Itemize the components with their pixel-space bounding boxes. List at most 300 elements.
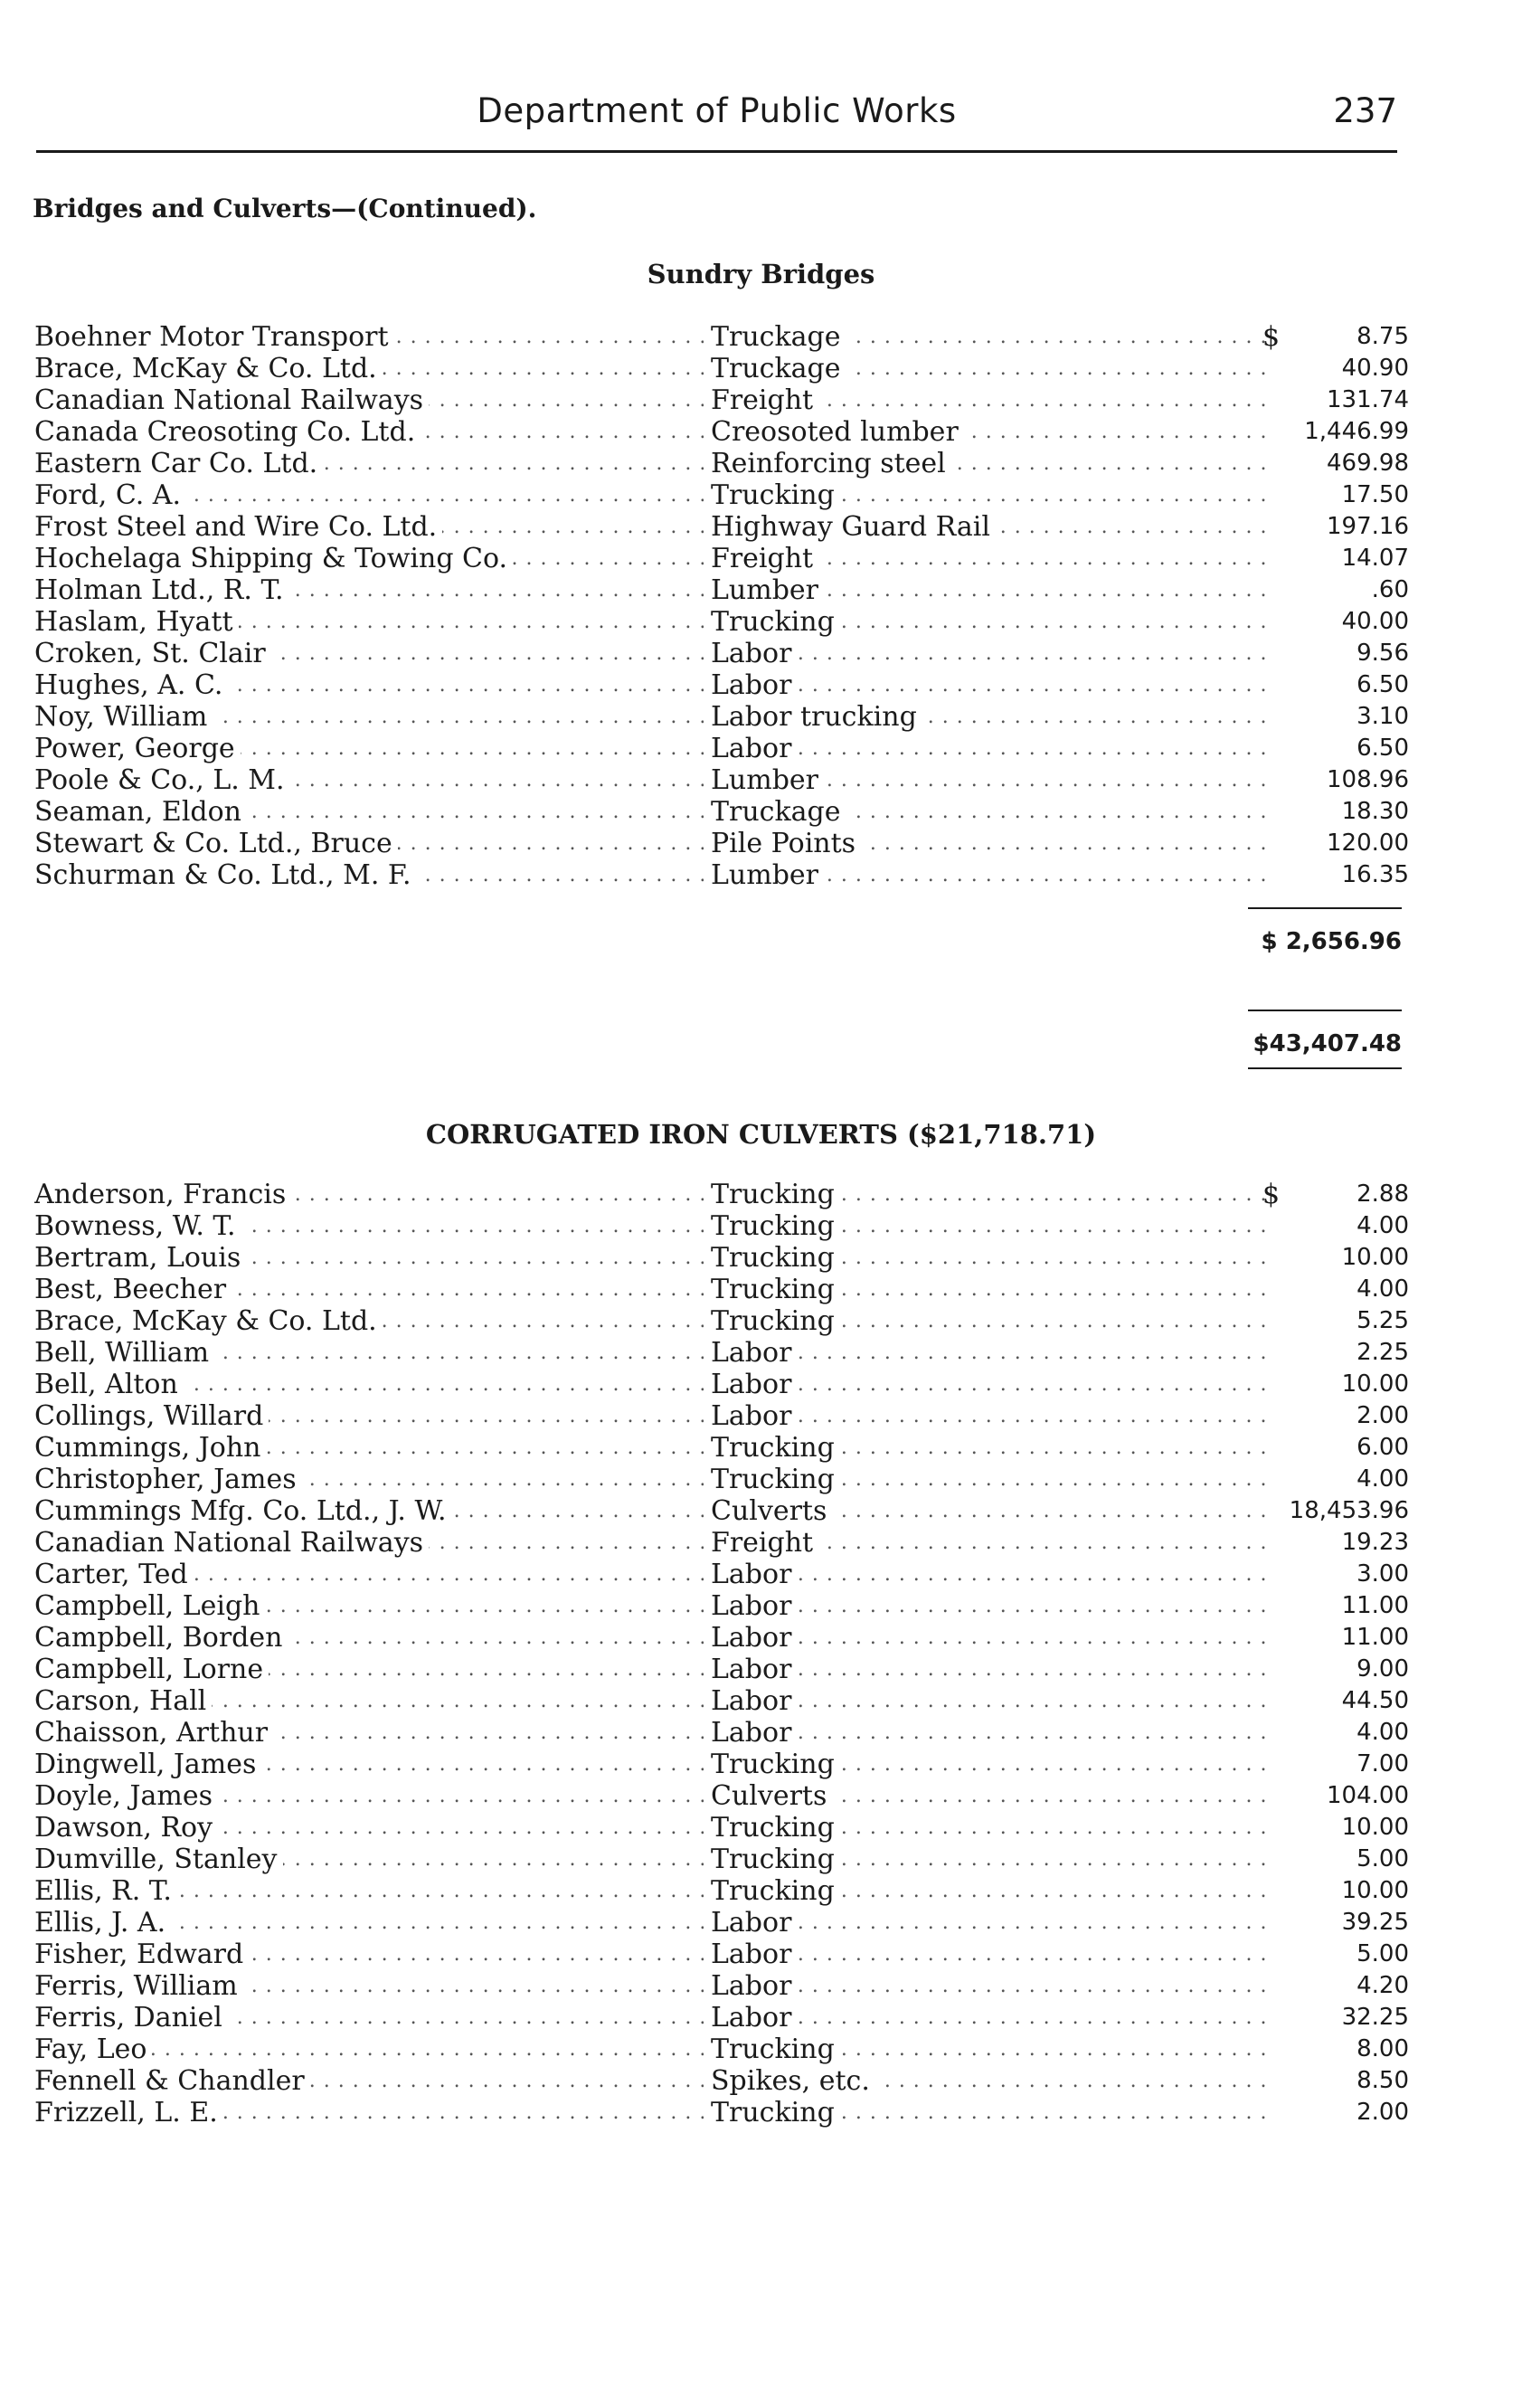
payee-name-text: Poole & Co., L. M. [34,764,290,796]
payee-name [34,384,704,416]
payee-name-text: Cummings Mfg. Co. Ltd., J. W. [34,1495,452,1527]
expense-item [711,764,1271,796]
amount: 19.23 [1341,1529,1409,1556]
expense-item-text: Labor trucking [711,701,922,733]
payee-name-text: Ferris, William [34,1970,243,2002]
amount: .60 [1371,576,1409,603]
payee-name [34,1495,704,1527]
payee-name-text: Holman Ltd., R. T. [34,574,289,606]
payee-name [34,1717,704,1749]
payee-name [34,1274,704,1305]
payee-name [34,1844,704,1875]
ledger-row [34,733,1409,764]
payee-name [34,448,704,479]
ledger-row [34,1432,1409,1464]
payee-name [34,1337,704,1369]
expense-item [711,416,1271,448]
expense-item-text: Labor [711,1590,797,1622]
expense-item-text: Trucking [711,1274,840,1305]
amount: 2.00 [1357,2099,1409,2126]
amount: 104.00 [1327,1782,1409,1809]
ledger-row [34,1812,1409,1844]
amount: 18.30 [1341,798,1409,825]
payee-name-text: Croken, St. Clair [34,638,271,669]
expense-item-text: Labor [711,1654,797,1685]
payee-name [34,1749,704,1780]
payee-name [34,1400,704,1432]
ledger-row [34,1495,1409,1527]
amount: 8.50 [1357,2067,1409,2094]
payee-name [34,511,704,543]
payee-name-text: Fay, Leo [34,2034,152,2065]
ledger-row [34,479,1409,511]
ledger-row [34,859,1409,891]
payee-name-text: Haslam, Hyatt [34,606,239,638]
expense-item-text: Truckage [711,353,846,384]
expense-item [711,1622,1271,1654]
payee-name-text: Stewart & Co. Ltd., Bruce [34,828,398,859]
expense-item [711,1685,1271,1717]
amount: 4.00 [1357,1275,1409,1303]
amount: 44.50 [1341,1687,1409,1714]
expense-item [711,669,1271,701]
ledger-row [34,2065,1409,2097]
amount: 5.25 [1357,1307,1409,1334]
expense-item [711,1464,1271,1495]
ledger-row [34,1622,1409,1654]
expense-item [711,638,1271,669]
expense-item-text: Trucking [711,1305,840,1337]
expense-item [711,1939,1271,1970]
payee-name [34,1875,704,1907]
expense-item [711,2065,1271,2097]
expense-item [711,1875,1271,1907]
ledger-row [34,384,1409,416]
payee-name [34,1590,704,1622]
amount: 10.00 [1341,1877,1409,1904]
payee-name [34,2097,704,2128]
expense-item [711,859,1271,891]
expense-item-text: Labor [711,1717,797,1749]
amount: 4.20 [1357,1972,1409,1999]
payee-name-text: Fisher, Edward [34,1939,249,1970]
amount: 3.00 [1357,1560,1409,1588]
payee-name-text: Dumville, Stanley [34,1844,283,1875]
expense-item-text: Labor [711,1907,797,1939]
expense-item-text: Labor [711,1400,797,1432]
expense-item [711,2097,1271,2128]
amount: 10.00 [1341,1814,1409,1841]
payee-name-text: Bell, Alton [34,1369,184,1400]
expense-item-text: Freight [711,543,818,574]
expense-item-text: Labor [711,1970,797,2002]
expense-item-text: Lumber [711,764,824,796]
expense-item-text: Truckage [711,321,846,353]
expense-item [711,574,1271,606]
expense-item [711,321,1271,353]
expense-item [711,479,1271,511]
ledger-row [34,1559,1409,1590]
expense-item [711,384,1271,416]
expense-item [711,1590,1271,1622]
amount: 9.00 [1357,1655,1409,1683]
expense-item [711,828,1271,859]
amount: 5.00 [1357,1845,1409,1872]
amount: 1,446.99 [1304,418,1409,445]
expense-item-text: Labor [711,1369,797,1400]
expense-item-text: Spikes, etc. [711,2065,875,2097]
ledger-row [34,764,1409,796]
payee-name-text: Seaman, Eldon [34,796,247,828]
expense-item-text: Labor [711,1622,797,1654]
amount: 9.56 [1357,640,1409,667]
expense-item-text: Trucking [711,1432,840,1464]
expense-item [711,1305,1271,1337]
amount: 6.50 [1357,735,1409,762]
expense-item-text: Trucking [711,1242,840,1274]
amount: 2.00 [1357,1402,1409,1429]
payee-name [34,1179,704,1210]
payee-name-text: Brace, McKay & Co. Ltd. [34,353,383,384]
amount: 40.90 [1341,355,1409,382]
ledger-row [34,448,1409,479]
grand-total-rule-top [1248,1010,1402,1011]
ledger-row [34,511,1409,543]
payee-name-text: Ellis, J. A. [34,1907,171,1939]
ledger-row [34,574,1409,606]
expense-item [711,353,1271,384]
ledger-row [34,1179,1409,1210]
payee-name-text: Canadian National Railways [34,384,429,416]
ledger-row [34,1654,1409,1685]
payee-name-text: Collings, Willard [34,1400,269,1432]
ledger-row [34,796,1409,828]
amount: 3.10 [1357,703,1409,730]
ledger-row [34,1685,1409,1717]
amount: 11.00 [1341,1592,1409,1619]
ledger-row [34,2034,1409,2065]
expense-item-text: Trucking [711,1875,840,1907]
ledger-row [34,828,1409,859]
payee-name-text: Cummings, John [34,1432,267,1464]
payee-name [34,2002,704,2034]
running-header [36,86,1397,149]
payee-name [34,1369,704,1400]
expense-item-text: Labor [711,1939,797,1970]
expense-item [711,733,1271,764]
payee-name-text: Campbell, Borden [34,1622,288,1654]
expense-item [711,1907,1271,1939]
expense-item [711,1210,1271,1242]
expense-item [711,2034,1271,2065]
section-continued-heading: Bridges and Culverts—(Continued). [33,194,537,223]
expense-item [711,1274,1271,1305]
expense-item [711,511,1271,543]
expense-item [711,2002,1271,2034]
corrugated-culverts-heading: CORRUGATED IRON CULVERTS ($21,718.71) [425,1119,1097,1150]
amount: 6.00 [1357,1434,1409,1461]
amount: 108.96 [1327,766,1409,793]
ledger-row [34,1875,1409,1907]
ledger-row [34,321,1409,353]
expense-item-text: Highway Guard Rail [711,511,996,543]
expense-item [711,1400,1271,1432]
expense-item [711,1844,1271,1875]
amount: 32.25 [1341,2004,1409,2031]
expense-item-text: Labor [711,733,797,764]
expense-item [711,1717,1271,1749]
payee-name [34,796,704,828]
expense-item-text: Trucking [711,1812,840,1844]
ledger-row [34,1939,1409,1970]
amount: 10.00 [1341,1370,1409,1398]
expense-item-text: Labor [711,1685,797,1717]
expense-item-text: Freight [711,1527,818,1559]
payee-name-text: Campbell, Lorne [34,1654,269,1685]
expense-item-text: Trucking [711,2097,840,2128]
ledger-row [34,416,1409,448]
header-rule [36,150,1397,153]
expense-item [711,1970,1271,2002]
expense-item [711,1337,1271,1369]
payee-name-text: Brace, McKay & Co. Ltd. [34,1305,383,1337]
expense-item [711,1527,1271,1559]
payee-name-text: Bell, William [34,1337,214,1369]
expense-item [711,1749,1271,1780]
ledger-row [34,1780,1409,1812]
payee-name-text: Dawson, Roy [34,1812,218,1844]
payee-name [34,1432,704,1464]
payee-name-text: Power, George [34,733,241,764]
payee-name-text: Anderson, Francis [34,1179,291,1210]
payee-name-text: Dingwell, James [34,1749,261,1780]
sundry-bridges-heading: Sundry Bridges [647,259,875,289]
ledger-row [34,1274,1409,1305]
payee-name [34,1685,704,1717]
expense-item [711,1495,1271,1527]
expense-item-text: Trucking [711,1464,840,1495]
expense-item-text: Labor [711,1337,797,1369]
payee-name-text: Carson, Hall [34,1685,212,1717]
expense-item-text: Lumber [711,859,824,891]
ledger-row [34,669,1409,701]
amount: 197.16 [1327,513,1409,540]
payee-name [34,2034,704,2065]
expense-item [711,448,1271,479]
ledger-row [34,353,1409,384]
expense-item-text: Labor [711,638,797,669]
payee-name [34,701,704,733]
subtotal-rule [1248,907,1402,909]
grand-total-rule-bottom [1248,1067,1402,1069]
amount: 18,453.96 [1289,1497,1409,1524]
expense-item [711,606,1271,638]
payee-name-text: Canadian National Railways [34,1527,429,1559]
amount: 120.00 [1327,830,1409,857]
expense-item [711,1432,1271,1464]
payee-name [34,1780,704,1812]
amount: 469.98 [1327,450,1409,477]
amount: 4.00 [1357,1465,1409,1493]
payee-name [34,764,704,796]
amount: 40.00 [1341,608,1409,635]
expense-item-text: Trucking [711,1844,840,1875]
amount: 2.88 [1357,1180,1409,1208]
payee-name [34,416,704,448]
payee-name [34,1559,704,1590]
ledger-row [34,1242,1409,1274]
payee-name-text: Christopher, James [34,1464,302,1495]
expense-item-text: Labor [711,2002,797,2034]
expense-item [711,1369,1271,1400]
ledger-row [34,1844,1409,1875]
payee-name [34,733,704,764]
corrugated-culverts-ledger [34,1179,1409,2128]
payee-name [34,638,704,669]
payee-name-text: Carter, Ted [34,1559,194,1590]
ledger-row [34,1590,1409,1622]
payee-name [34,859,704,891]
payee-name-text: Ellis, R. T. [34,1875,177,1907]
payee-name [34,606,704,638]
expense-item [711,543,1271,574]
amount: 4.00 [1357,1212,1409,1239]
amount: 39.25 [1341,1909,1409,1936]
expense-item [711,1780,1271,1812]
payee-name-text: Best, Beecher [34,1274,232,1305]
ledger-row [34,2002,1409,2034]
expense-item-text: Trucking [711,606,840,638]
payee-name [34,1242,704,1274]
expense-item-text: Trucking [711,2034,840,2065]
sundry-bridges-ledger [34,321,1409,891]
payee-name [34,828,704,859]
ledger-row [34,1907,1409,1939]
amount: 6.50 [1357,671,1409,698]
payee-name-text: Hochelaga Shipping & Towing Co. [34,543,513,574]
amount: 131.74 [1327,386,1409,413]
payee-name-text: Campbell, Leigh [34,1590,266,1622]
amount: 8.00 [1357,2035,1409,2062]
ledger-row [34,1210,1409,1242]
sundry-subtotal: $ 2,656.96 [1261,928,1402,955]
expense-item-text: Lumber [711,574,824,606]
ledger-row [34,1970,1409,2002]
amount: 2.25 [1357,1339,1409,1366]
ledger-row [34,2097,1409,2128]
payee-name [34,1939,704,1970]
payee-name-text: Noy, William [34,701,213,733]
payee-name-text: Ferris, Daniel [34,2002,228,2034]
expense-item-text: Trucking [711,479,840,511]
expense-item-text: Labor [711,669,797,701]
expense-item-text: Culverts [711,1780,832,1812]
payee-name [34,1305,704,1337]
payee-name-text: Canada Creosoting Co. Ltd. [34,416,421,448]
amount: 14.07 [1341,545,1409,572]
payee-name [34,2065,704,2097]
page-number: 237 [1333,91,1397,130]
expense-item [711,1559,1271,1590]
amount: 4.00 [1357,1719,1409,1746]
ledger-row [34,638,1409,669]
payee-name [34,479,704,511]
amount: 5.00 [1357,1940,1409,1967]
bridges-grand-total: $43,407.48 [1253,1030,1402,1057]
expense-item [711,796,1271,828]
payee-name-text: Frost Steel and Wire Co. Ltd. [34,511,442,543]
payee-name [34,1527,704,1559]
ledger-row [34,1369,1409,1400]
expense-item [711,1812,1271,1844]
payee-name [34,574,704,606]
payee-name-text: Bertram, Louis [34,1242,246,1274]
ledger-row [34,1337,1409,1369]
payee-name-text: Fennell & Chandler [34,2065,310,2097]
payee-name [34,1464,704,1495]
dollar-sign: $ [1262,1179,1281,1210]
ledger-row [34,1464,1409,1495]
payee-name-text: Bowness, W. T. [34,1210,241,1242]
expense-item-text: Truckage [711,796,846,828]
expense-item-text: Labor [711,1559,797,1590]
payee-name [34,1622,704,1654]
payee-name-text: Eastern Car Co. Ltd. [34,448,323,479]
expense-item-text: Reinforcing steel [711,448,951,479]
payee-name [34,543,704,574]
payee-name [34,1210,704,1242]
payee-name [34,353,704,384]
payee-name-text: Chaisson, Arthur [34,1717,273,1749]
amount: 10.00 [1341,1244,1409,1271]
amount: 11.00 [1341,1624,1409,1651]
ledger-row [34,1400,1409,1432]
dollar-sign: $ [1262,321,1281,353]
expense-item-text: Creosoted lumber [711,416,964,448]
ledger-row [34,543,1409,574]
expense-item [711,1242,1271,1274]
amount: 7.00 [1357,1750,1409,1778]
payee-name [34,669,704,701]
sundry-subtotal-block [1248,907,1402,958]
amount: 16.35 [1341,861,1409,888]
payee-name-text: Doyle, James [34,1780,218,1812]
amount: 17.50 [1341,481,1409,508]
ledger-row [34,1305,1409,1337]
expense-item-text: Pile Points [711,828,861,859]
payee-name-text: Schurman & Co. Ltd., M. F. [34,859,417,891]
payee-name-text: Hughes, A. C. [34,669,228,701]
expense-item-text: Freight [711,384,818,416]
amount: 8.75 [1357,323,1409,350]
payee-name [34,321,704,353]
ledger-row [34,1527,1409,1559]
ledger-row [34,1749,1409,1780]
payee-name [34,1907,704,1939]
expense-item-text: Trucking [711,1210,840,1242]
ledger-row [34,606,1409,638]
payee-name [34,1970,704,2002]
payee-name-text: Frizzell, L. E. [34,2097,223,2128]
expense-item-text: Culverts [711,1495,832,1527]
payee-name [34,1654,704,1685]
expense-item [711,701,1271,733]
expense-item [711,1179,1271,1210]
expense-item-text: Trucking [711,1749,840,1780]
ledger-row [34,1717,1409,1749]
running-title: Department of Public Works [477,91,957,130]
payee-name [34,1812,704,1844]
